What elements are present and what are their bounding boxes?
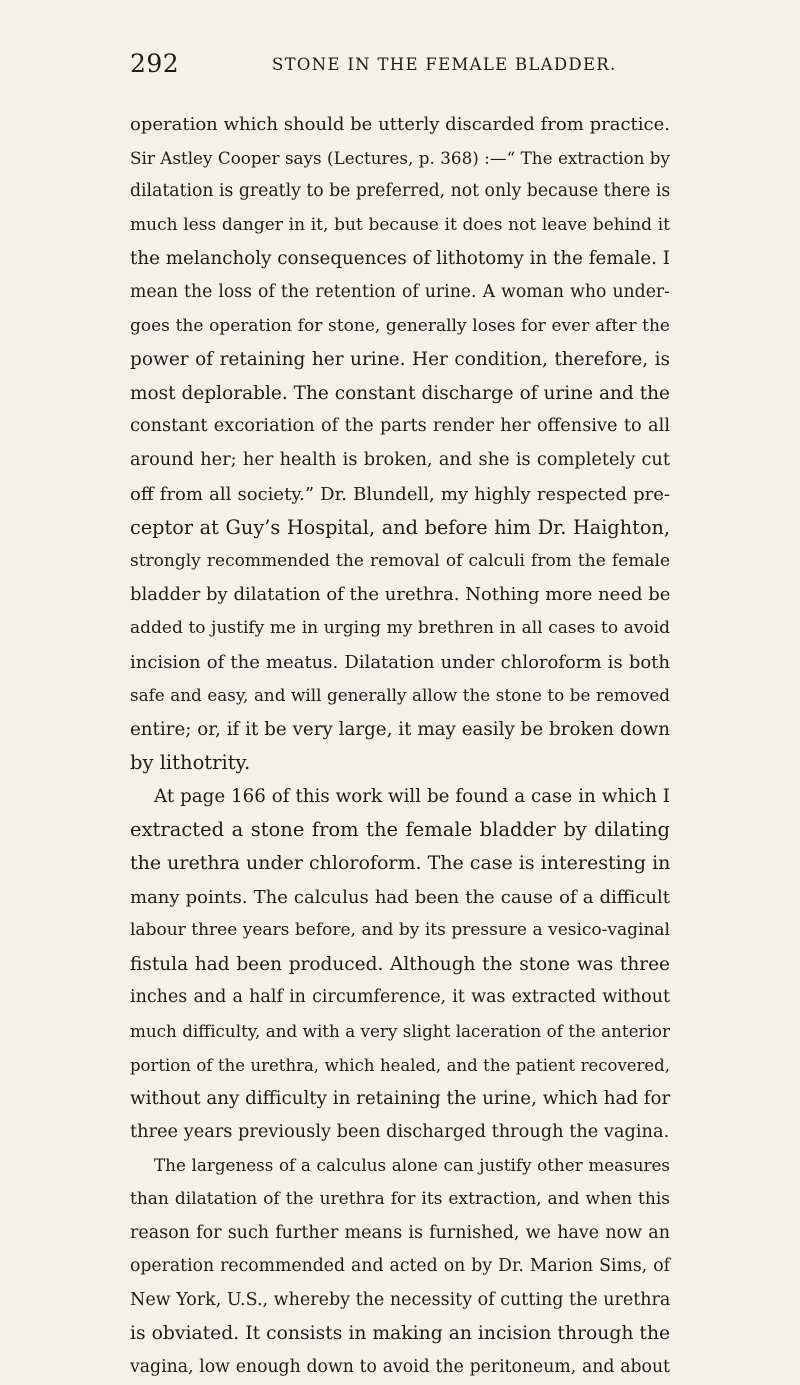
text-line: fistula had been produced. Although the stone was three [130,953,670,975]
text-line: entire; or, if it be very large, it may easily be broken down [130,718,670,740]
text-line: Sir Astley Cooper says (Lectures, p. 368) :—“ The extraction by [130,147,670,168]
text-line: extracted a stone from the female bladder by dilating [130,818,670,842]
page-header [130,46,670,82]
text-line: reason for such further means is furnished, we have now an [130,1222,670,1243]
text-line: power of retaining her urine. Her condition, therefore, is [130,349,670,371]
text-line: constant excoriation of the parts render her offensive to all [130,416,670,437]
text-line: ceptor at Guy’s Hospital, and before him Dr. Haighton, [130,516,670,540]
text-line: many points. The calculus had been the cause of a difficult [130,886,670,908]
text-line: much less danger in it, but because it does not leave behind it [130,214,670,235]
text-line: portion of the urethra, which healed, and the patient recovered, [130,1055,670,1075]
text-line: safe and easy, and will generally allow the stone to be removed [130,685,670,706]
running-head: STONE IN THE FEMALE BLADDER. [272,55,617,74]
text-line: without any difficulty in retaining the urine, which had for [130,1088,671,1110]
text-line: The largeness of a calculus alone can justify other measures [154,1155,670,1176]
text-line: the urethra under chloroform. The case is interesting in [130,852,671,875]
text-line: off from all society.” Dr. Blundell, my highly respected pre- [130,483,670,505]
text-line: New York, U.S., whereby the necessity of cutting the urethra [130,1289,671,1310]
text-line: At page 166 of this work will be found a case in which I [154,785,670,807]
text-line: incision of the meatus. Dilatation under chloroform is both [130,651,670,673]
text-line: by lithotrity. [130,751,251,775]
text-line: bladder by dilatation of the urethra. Nothing more need be [130,584,671,606]
text-line: around her; her health is broken, and she is completely cut [130,449,670,470]
text-line: labour three years before, and by its pressure a vesico-vaginal [130,920,670,941]
text-line: goes the operation for stone, generally loses for ever after the [130,315,670,336]
text-line: is obviated. It consists in making an incision through the [130,1323,671,1345]
page-number: 292 [130,49,180,78]
text-line: operation recommended and acted on by Dr. Marion Sims, of [130,1256,670,1277]
body-text [130,108,670,1385]
text-line: added to justify me in urging my brethren in all cases to avoid [130,617,670,638]
text-line: mean the loss of the retention of urine. A woman who under- [130,281,670,302]
text-line: vagina, low enough down to avoid the peritoneum, and about [130,1356,670,1377]
text-line: most deplorable. The constant discharge of urine and the [130,382,670,404]
text-line: much difficulty, and with a very slight laceration of the anterior [130,1021,670,1042]
text-line: three years previously been discharged through the vagina. [130,1121,670,1142]
text-line: strongly recommended the removal of calculi from the female [130,550,670,571]
text-line: operation which should be utterly discarded from practice. [130,114,670,135]
text-line: than dilatation of the urethra for its extraction, and when this [130,1189,670,1209]
text-line: inches and a half in circumference, it was extracted without [130,987,670,1008]
text-line: the melancholy consequences of lithotomy in the female. I [130,248,670,270]
text-line: dilatation is greatly to be preferred, not only because there is [130,181,671,202]
